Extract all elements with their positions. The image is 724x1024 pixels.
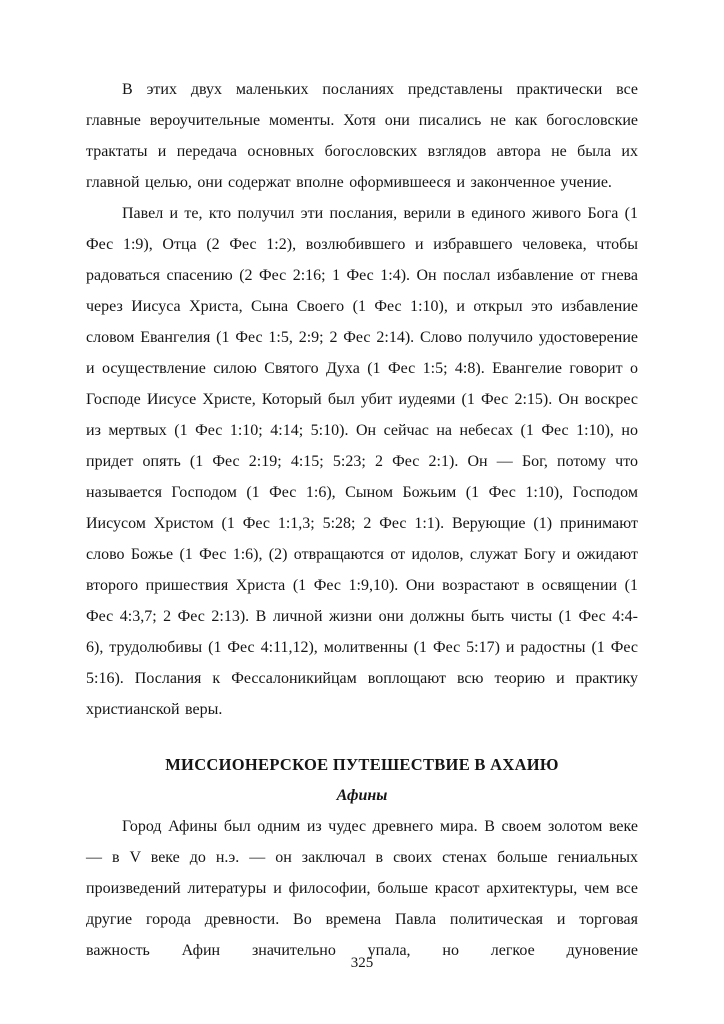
section-heading: МИССИОНЕРСКОЕ ПУТЕШЕСТВИЕ В АХАИЮ [165,755,559,774]
paragraph-doctrine-detail: Павел и те, кто получил эти послания, верили в единого живого Бога (1 Фес 1:9), Отца (2 Фес 1:2), возлюбившего и избравшего человека, чтобы радоваться спасению (2 Фес 2:16; 1 Фес 1:4). Он послал избавление от гнева через Иисуса Христа, Сына Своего (1 Фес 1:10), и открыл это избавление словом Евангелия (1 Фес 1:5, 2:9; 2 Фес 2:14). Слово получило удостоверение и осуществление силою Святого Духа (1 Фес 1:5; 4:8). Евангелие говорит о Господе Иисусе Христе, Который был убит иудеями (1 Фес 2:15). Он воскрес из мертвых (1 Фес 1:10; 4:14; 5:10). Он сейчас на небесах (1 Фес 1:10), но придет опять (1 Фес 2:19; 4:15; 5:23; 2 Фес 2:1). Он — Бог, потому что называется Господом (1 Фес 1:6), Сыном Божьим (1 Фес 1:10), Господом Иисусом Христом (1 Фес 1:1,3; 5:28; 2 Фес 1:1). Верующие (1) принимают слово Божье (1 Фес 1:6), (2) отвращаются от идолов, служат Богу и ожидают второго пришествия Христа (1 Фес 1:9,10). Они возрастают в освящении (1 Фес 4:3,7; 2 Фес 2:13). В личной жизни они должны быть чисты (1 Фес 4:4-6), трудолюбивы (1 Фес 4:11,12), молитвенны (1 Фес 5:17) и радостны (1 Фес 5:16). Послания к Фессалоникийцам воплощают всю теорию и практику христианской веры. [86,205,638,718]
paragraph-athens: Город Афины был одним из чудес древнего мира. В своем золотом веке — в V веке до н.э. — он заключал в своих стенах больше гениальных произведений литературы и философии, больше красот архитектуры, чем все другие города древности. Во времена Павла политическая и торговая важность Афин значительно упала, но легкое дуновение [86,818,638,959]
page-number: 325 [350,955,374,971]
section-subheading: Афины [336,787,388,804]
paragraph-doctrine-intro: В этих двух маленьких посланиях представлены практически все главные вероучительные моменты. Хотя они писались не как богословские трактаты и передача основных богословских взглядов автора не была их главной целью, они содержат вполне оформившееся и законченное учение. [86,81,638,191]
